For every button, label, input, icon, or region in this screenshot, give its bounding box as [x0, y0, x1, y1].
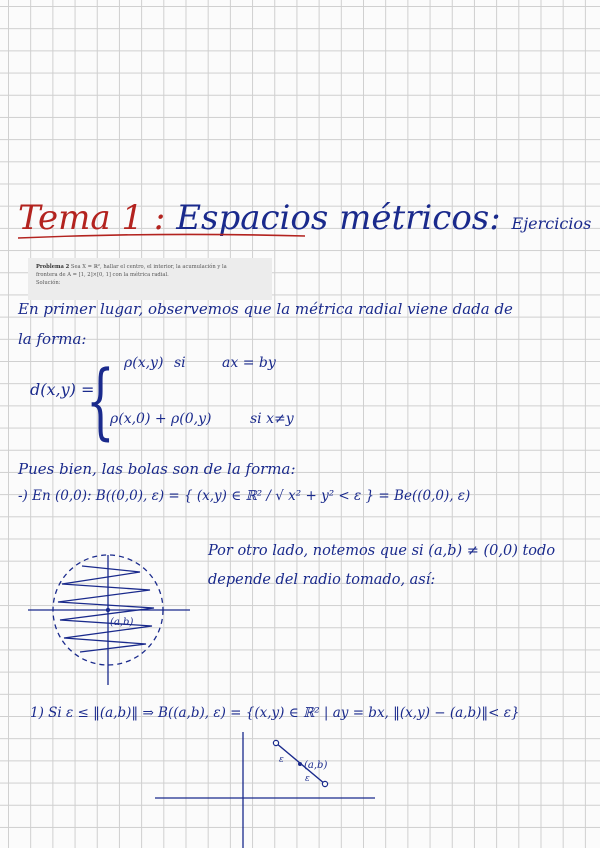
case-one: 1) Si ε ≤ ‖(a,b)‖ ⇒ B((a,b), ε) = {(x,y) ∈ ℝ² | ay = bx, ‖(x,y) − (a,b)‖< ε} — [30, 705, 520, 721]
figure2-open-end-bottom — [322, 781, 327, 786]
figure2-label: (a,b) — [304, 760, 328, 771]
case2-expr: ρ(x,0) + ρ(0,y) — [110, 411, 212, 427]
figure1-label: (a,b) — [110, 617, 134, 628]
figure2-eps-top: ε — [279, 755, 284, 765]
intro-line1: En primer lugar, observemos que la métrica radial viene dada de — [18, 300, 513, 318]
definition-brace: { — [86, 354, 115, 449]
figure2-open-end-top — [273, 740, 278, 745]
problem-line1: Sea X = ℝ², hallar el centro, el interior, la acumulación y la — [70, 264, 227, 270]
case2-cond: si x≠y — [250, 411, 294, 427]
note-line2: depende del radio tomado, así: — [208, 572, 436, 588]
figure2-center — [298, 762, 302, 766]
problem-line2: frontera de A = [1, 2]×[0, 1] con la métrica radial. — [36, 272, 169, 279]
problem-line3: Solución: — [36, 280, 61, 287]
note-line1: Por otro lado, notemos que si (a,b) ≠ (0,0) todo — [208, 543, 556, 559]
intro-line2: la forma: — [18, 330, 87, 348]
definition-lhs: d(x,y) = — [30, 380, 95, 399]
figure2-eps-bottom: ε — [305, 774, 310, 784]
balls-line2: -) En (0,0): B((0,0), ε) = { (x,y) ∈ ℝ² / √ x² + y² < ε } = Be((0,0), ε) — [18, 488, 471, 504]
title-part2: Espacios métricos: — [176, 198, 501, 238]
case1-expr: ρ(x,y) — [124, 355, 164, 371]
case1-si: si — [174, 355, 186, 371]
problem-label: Problema 2 — [36, 264, 70, 270]
title-part1: Tema 1 : — [18, 198, 166, 238]
title-part3: Ejercicios — [511, 214, 592, 233]
balls-line1: Pues bien, las bolas son de la forma: — [18, 460, 296, 478]
case1-cond: ax = by — [222, 355, 276, 371]
